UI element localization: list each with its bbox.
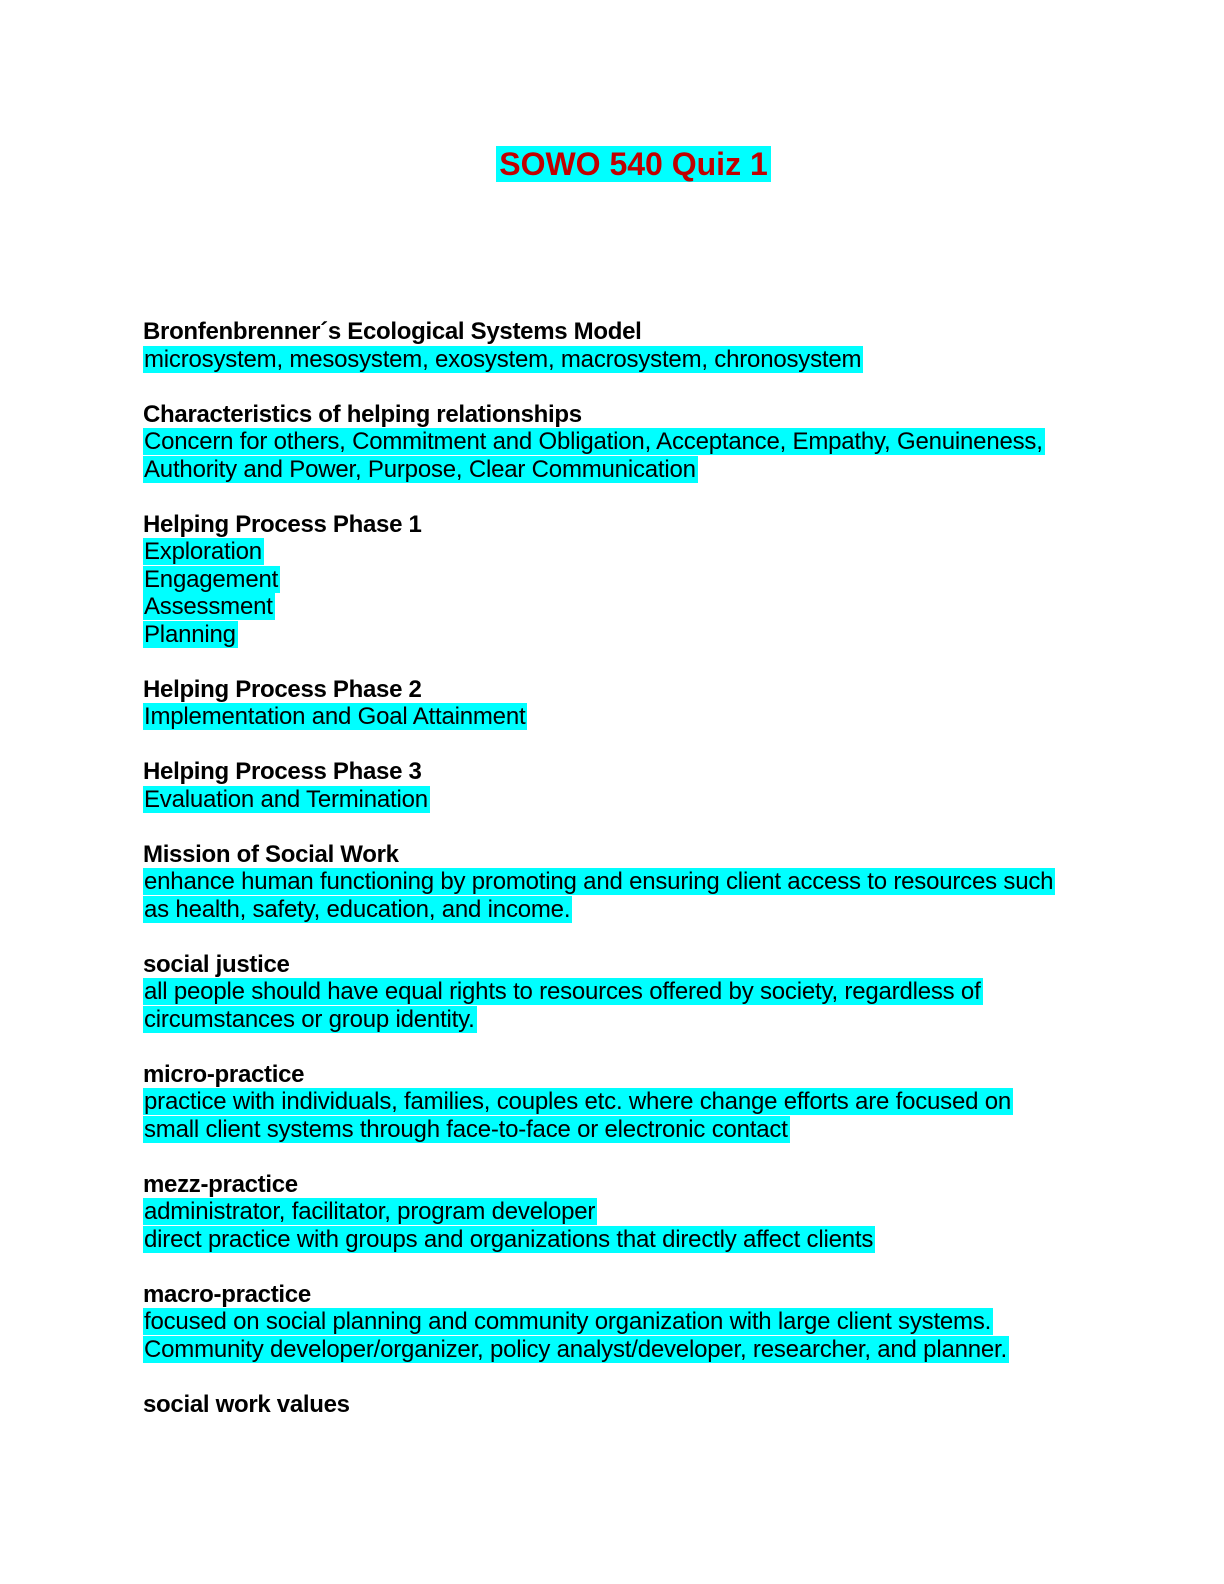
answer-line: Evaluation and Termination — [144, 785, 428, 813]
answer-line: microsystem, mesosystem, exosystem, macrosystem, chronosystem — [144, 345, 862, 373]
answer-line: small client systems through face-to-face or electronic contact — [144, 1115, 788, 1143]
section-helping-process-phase-2 — [143, 676, 1124, 731]
answer-line: Authority and Power, Purpose, Clear Communication — [144, 455, 696, 483]
section-social-justice — [143, 951, 1124, 1034]
answer-line: direct practice with groups and organizations that directly affect clients — [144, 1225, 874, 1253]
section-macro-practice — [143, 1281, 1124, 1364]
document-title — [143, 144, 1124, 185]
section-heading: Mission of Social Work — [143, 840, 399, 868]
answer-line: Exploration — [144, 538, 262, 565]
section-heading: social work values — [143, 1390, 350, 1418]
answer-line: Concern for others, Commitment and Obligation, Acceptance, Empathy, Genuineness, — [144, 428, 1043, 455]
answer-line: Engagement — [144, 565, 279, 593]
section-heading: mezz-practice — [143, 1170, 298, 1198]
section-heading: macro-practice — [143, 1280, 311, 1308]
answer-line: focused on social planning and community organization with large client systems. — [144, 1308, 992, 1335]
answer-line: Assessment — [144, 593, 273, 620]
section-heading: Helping Process Phase 2 — [143, 675, 422, 703]
section-heading: Helping Process Phase 3 — [143, 758, 422, 785]
section-helping-process-phase-3 — [143, 758, 1124, 813]
section-heading: Helping Process Phase 1 — [143, 510, 422, 538]
answer-line: Community developer/organizer, policy analyst/developer, researcher, and planner. — [144, 1335, 1007, 1363]
section-heading: micro-practice — [143, 1060, 305, 1088]
answer-line: practice with individuals, families, couples etc. where change efforts are focused on — [144, 1088, 1012, 1115]
section-heading: social justice — [143, 950, 290, 978]
section-heading: Bronfenbrenner´s Ecological Systems Model — [143, 318, 642, 345]
section-heading: Characteristics of helping relationships — [143, 400, 582, 428]
answer-line: Implementation and Goal Attainment — [144, 703, 526, 730]
section-helping-process-phase-1 — [143, 511, 1124, 649]
section-micro-practice — [143, 1061, 1124, 1144]
answer-line: as health, safety, education, and income. — [144, 895, 571, 923]
document-title-text: SOWO 540 Quiz 1 — [496, 146, 771, 182]
answer-line: all people should have equal rights to resources offered by society, regardless of — [144, 978, 981, 1005]
answer-line: Planning — [144, 620, 236, 648]
section-social-work-values — [143, 1391, 1124, 1419]
answer-line: administrator, facilitator, program developer — [144, 1198, 596, 1225]
section-mission-of-social-work — [143, 841, 1124, 924]
answer-line: circumstances or group identity. — [144, 1005, 475, 1033]
answer-line: enhance human functioning by promoting and ensuring client access to resources such — [144, 868, 1054, 895]
section-mezz-practice — [143, 1171, 1124, 1254]
section-helping-relationships — [143, 401, 1124, 484]
section-ecological-systems-model — [143, 318, 1124, 373]
